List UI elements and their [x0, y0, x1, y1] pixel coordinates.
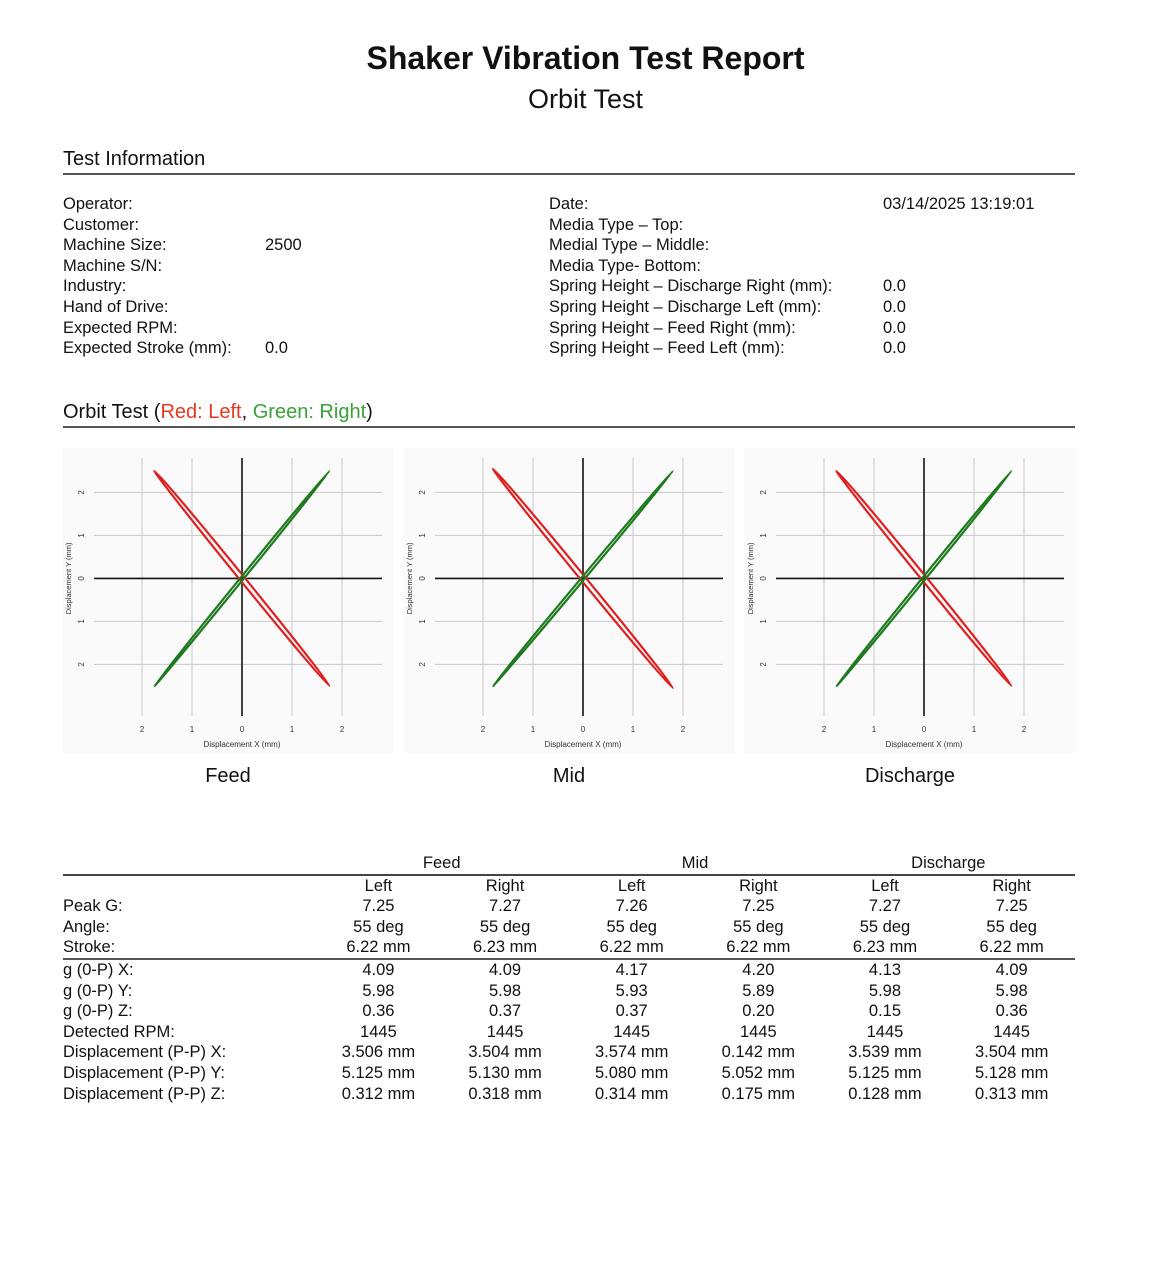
row-value: 0.318 mm [468, 1084, 542, 1103]
report-title: Shaker Vibration Test Report [366, 40, 805, 76]
row-value: 55 deg [733, 917, 784, 936]
table-row [63, 917, 1075, 938]
row-value: 7.25 [995, 897, 1028, 916]
row-value: 1445 [613, 1022, 651, 1041]
row-label: Displacement (P-P) Y: [63, 1063, 226, 1082]
table-row [63, 1063, 1075, 1084]
info-label: Hand of Drive: [63, 298, 169, 316]
y-tick-label: 1 [418, 533, 427, 538]
results-table [63, 853, 1075, 1104]
info-value: 03/14/2025 13:19:01 [883, 195, 1035, 213]
results-subheader: Left [871, 876, 899, 895]
row-value: 55 deg [986, 917, 1037, 936]
row-value: 5.98 [995, 981, 1028, 1000]
info-label: Machine S/N: [63, 256, 163, 275]
info-value: 2500 [265, 236, 302, 255]
row-value: 4.09 [488, 960, 522, 979]
table-row [63, 981, 1075, 1002]
info-value: 0.0 [265, 339, 288, 358]
row-value: 1445 [866, 1022, 904, 1041]
results-group-header-row [63, 853, 1075, 875]
row-value: 1445 [486, 1022, 524, 1041]
y-tick-label: 1 [759, 619, 768, 624]
info-label: Spring Height – Feed Left (mm): [549, 339, 785, 358]
row-value: 4.13 [868, 960, 902, 979]
row-value: 5.128 mm [974, 1063, 1049, 1082]
orbit-legend-comma: , [241, 401, 253, 423]
info-value: 0.0 [883, 277, 906, 296]
y-tick-label: 0 [77, 576, 86, 581]
x-tick-label: 1 [530, 725, 536, 734]
results-corner-cell [63, 853, 315, 875]
orbit-legend-red: Red: Left [160, 401, 242, 423]
row-value: 0.36 [995, 1002, 1028, 1021]
row-value: 55 deg [353, 917, 404, 936]
info-label: Expected RPM: [63, 318, 178, 337]
info-label: Spring Height – Discharge Left (mm): [549, 298, 822, 316]
info-label: Spring Height – Feed Right (mm): [549, 318, 796, 337]
row-value: 5.98 [488, 981, 522, 1000]
row-value: 6.22 mm [568, 937, 695, 959]
row-value: 0.15 [868, 1002, 902, 1021]
orbit-chart-feed-svg [62, 448, 394, 753]
row-label: Angle: [63, 917, 110, 936]
x-tick-label: 2 [821, 725, 827, 734]
y-tick-label: 1 [77, 619, 86, 624]
y-axis-label: Displacement Y (mm) [746, 542, 755, 615]
x-axis-label: Displacement X (mm) [203, 740, 281, 749]
row-value: 6.23 mm [822, 937, 949, 959]
y-tick-label: 2 [418, 662, 427, 667]
chart-caption-mid: Mid [552, 765, 586, 787]
orbit-chart-mid-svg [403, 448, 735, 753]
test-info-heading: Test Information [63, 148, 1075, 175]
row-value: 3.539 mm [848, 1043, 922, 1062]
row-value: 5.125 mm [848, 1063, 922, 1082]
row-label: g (0-P) X: [63, 960, 134, 979]
x-tick-label: 1 [871, 725, 877, 734]
x-axis-label: Displacement X (mm) [885, 740, 963, 749]
chart-caption-feed: Feed [205, 765, 251, 787]
row-label: Displacement (P-P) Z: [63, 1084, 226, 1103]
y-tick-label: 2 [418, 490, 427, 495]
row-value: 5.080 mm [595, 1063, 669, 1082]
x-tick-label: 2 [139, 725, 145, 734]
x-axis-label: Displacement X (mm) [544, 740, 622, 749]
info-label: Date: [549, 195, 589, 213]
results-group-header: Discharge [822, 853, 1075, 875]
row-label: Detected RPM: [63, 1022, 175, 1041]
row-label: g (0-P) Y: [63, 981, 133, 1000]
info-label: Customer: [63, 215, 140, 234]
row-value: 5.93 [615, 981, 648, 1000]
y-tick-label: 2 [759, 662, 768, 667]
row-value: 0.313 mm [974, 1084, 1049, 1103]
report-subtitle: Orbit Test [527, 84, 644, 114]
x-tick-label: 0 [239, 725, 245, 734]
orbit-chart-mid [403, 448, 735, 753]
x-tick-label: 2 [1021, 725, 1027, 734]
row-value: 6.23 mm [442, 937, 569, 959]
results-subheader: Right [739, 876, 778, 895]
y-tick-label: 1 [759, 533, 768, 538]
orbit-chart-feed [62, 448, 394, 753]
results-group-header: Mid [568, 853, 821, 875]
info-value: 0.0 [883, 339, 906, 358]
y-axis-label: Displacement Y (mm) [405, 542, 414, 615]
row-value: 7.25 [362, 897, 395, 916]
row-value: 4.20 [742, 960, 775, 979]
row-label: g (0-P) Z: [63, 1002, 133, 1021]
orbit-chart-discharge [744, 448, 1076, 753]
row-value: 55 deg [859, 917, 911, 936]
y-tick-label: 0 [759, 576, 768, 581]
info-label: Spring Height – Discharge Right (mm): [549, 277, 833, 296]
orbit-legend-green: Green: Right [252, 401, 367, 423]
x-tick-label: 0 [580, 725, 586, 734]
row-label: Displacement (P-P) X: [63, 1043, 227, 1062]
row-value: 3.506 mm [341, 1043, 416, 1062]
orbit-chart-discharge-svg [744, 448, 1076, 753]
row-value: 0.142 mm [721, 1043, 796, 1062]
info-label: Medial Type – Middle: [549, 236, 710, 255]
table-row [63, 1084, 1075, 1105]
results-subheader: Left [617, 876, 646, 895]
results-group-header: Feed [315, 853, 568, 875]
row-value: 3.504 mm [468, 1043, 542, 1062]
y-tick-label: 0 [418, 576, 427, 581]
row-value: 1445 [739, 1022, 777, 1041]
table-row [63, 937, 1075, 959]
results-corner-cell [63, 875, 315, 897]
row-value: 4.09 [995, 960, 1028, 979]
row-value: 3.574 mm [595, 1043, 669, 1062]
table-row [63, 896, 1075, 917]
row-value: 4.17 [615, 960, 648, 979]
row-value: 7.25 [742, 897, 775, 916]
row-value: 0.20 [742, 1002, 775, 1021]
row-value: 55 deg [606, 917, 657, 936]
row-value: 0.312 mm [341, 1084, 416, 1103]
row-value: 0.37 [615, 1002, 648, 1021]
y-tick-label: 1 [77, 533, 86, 538]
x-tick-label: 2 [480, 725, 486, 734]
row-value: 0.128 mm [848, 1084, 922, 1103]
results-subheader-row [63, 875, 1075, 897]
y-tick-label: 2 [77, 662, 86, 667]
row-value: 1445 [993, 1022, 1030, 1041]
info-value: 0.0 [883, 318, 906, 337]
y-tick-label: 2 [77, 490, 86, 495]
x-tick-label: 0 [921, 725, 927, 734]
info-label: Industry: [63, 277, 127, 296]
row-value: 5.052 mm [721, 1063, 796, 1082]
info-label: Expected Stroke (mm): [63, 339, 232, 358]
table-row [63, 959, 1075, 981]
row-value: 6.22 mm [695, 937, 822, 959]
info-label: Operator: [63, 195, 133, 213]
row-value: 5.98 [362, 981, 395, 1000]
x-tick-label: 2 [680, 725, 686, 734]
row-value: 5.89 [742, 981, 775, 1000]
table-row [63, 1042, 1075, 1063]
row-value: 0.175 mm [721, 1084, 796, 1103]
orbit-heading-prefix: Orbit Test ( [63, 401, 161, 423]
row-value: 5.98 [868, 981, 902, 1000]
y-tick-label: 2 [759, 490, 768, 495]
row-value: 1445 [360, 1022, 397, 1041]
row-label: Peak G: [63, 897, 123, 916]
row-value: 0.314 mm [595, 1084, 669, 1103]
row-value: 0.36 [362, 1002, 395, 1021]
results-subheader: Right [485, 876, 525, 895]
row-value: 6.22 mm [315, 937, 442, 959]
x-tick-label: 1 [630, 725, 636, 734]
row-value: 7.27 [868, 897, 902, 916]
y-tick-label: 1 [418, 619, 427, 624]
results-subheader: Right [992, 876, 1031, 895]
row-value: 4.09 [362, 960, 395, 979]
info-label: Machine Size: [63, 236, 167, 255]
chart-caption-discharge: Discharge [864, 765, 956, 787]
row-value: 7.26 [615, 897, 648, 916]
row-value: 3.504 mm [974, 1043, 1049, 1062]
y-axis-label: Displacement Y (mm) [64, 542, 73, 615]
info-label: Media Type- Bottom: [549, 256, 701, 275]
info-label: Media Type – Top: [549, 215, 684, 234]
row-value: 55 deg [479, 917, 531, 936]
results-subheader: Left [364, 876, 393, 895]
table-row [63, 1022, 1075, 1043]
row-value: 6.22 mm [948, 937, 1075, 959]
row-value: 0.37 [488, 1002, 522, 1021]
table-row [63, 1001, 1075, 1022]
orbit-test-heading [63, 401, 1075, 428]
x-tick-label: 2 [339, 725, 345, 734]
x-tick-label: 1 [289, 725, 295, 734]
orbit-heading-suffix: ) [366, 401, 373, 423]
x-tick-label: 1 [189, 725, 195, 734]
info-value: 0.0 [883, 298, 906, 316]
row-value: 5.130 mm [468, 1063, 542, 1082]
row-value: 7.27 [488, 897, 522, 916]
row-label: Stroke: [63, 937, 315, 959]
row-value: 5.125 mm [341, 1063, 416, 1082]
x-tick-label: 1 [971, 725, 977, 734]
